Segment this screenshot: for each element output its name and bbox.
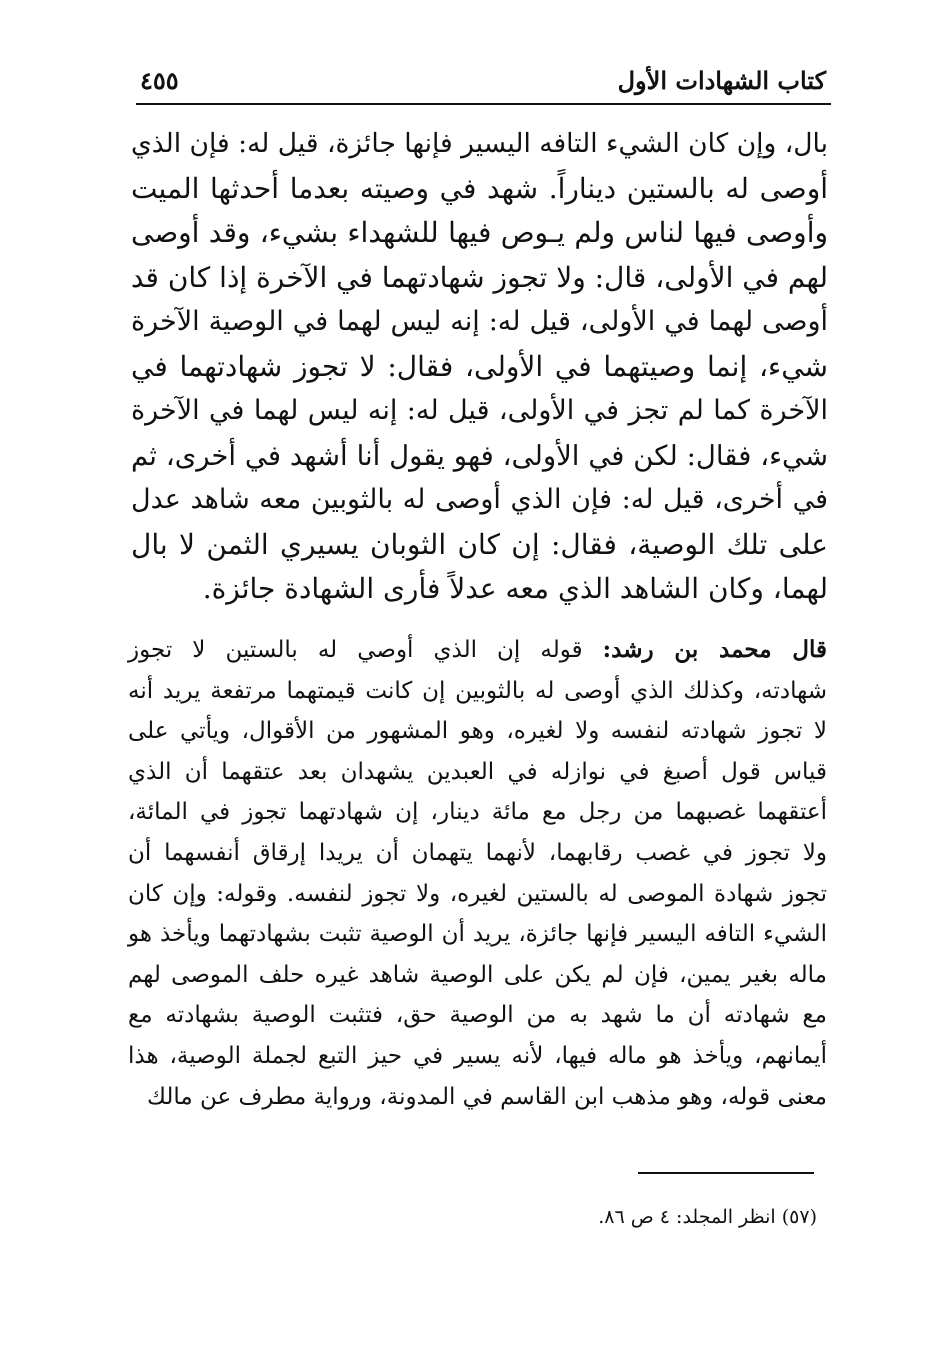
commentary-line: تجوز شهادة الموصى له بالستين لغيره، ولا تجوز لنفسه. وقوله: وإن كان — [128, 880, 827, 907]
footnote-rule — [638, 1172, 814, 1174]
commentary-line: قياس قول أصبغ في نوازله في العبدين يشهدان بعد عتقهما أن الذي — [128, 758, 827, 785]
commentary-first-line — [128, 630, 827, 671]
commentary-speaker: قال محمد بن رشد: — [602, 636, 828, 663]
main-line: شيء، فقال: لكن في الأولى، فهو يقول أنا أشهد في أخرى، ثم — [131, 439, 828, 472]
commentary-line: شهادته، وكذلك الذي أوصى له بالثوبين إن كانت قيمتهما مرتفعة يريد أنه — [128, 677, 827, 704]
header-rule — [136, 103, 831, 105]
running-title: كتاب الشهادات الأول — [617, 66, 826, 95]
commentary-line: ماله بغير يمين، فإن لم يكن على الوصية شاهد غيره حلف الموصى لهم — [128, 961, 827, 988]
main-line: شيء، إنما وصيتهما في الأولى، فقال: لا تجوز شهادتهما في — [131, 349, 828, 383]
commentary-line: ولا تجوز في غصب رقابهما، لأنهما يتهمان أن يريدا إرقاق أنفسهما أن — [128, 839, 827, 866]
main-line: على تلك الوصية، فقال: إن كان الثوبان يسيري الثمن لا بال — [131, 527, 828, 561]
main-line: لهم في الأولى، قال: ولا تجوز شهادتهما في الآخرة إذا كان قد — [130, 260, 828, 294]
main-line: لهما، وكان الشاهد الذي معه عدلاً فأرى الشهادة جائزة. — [202, 572, 828, 605]
main-line: أوصى لهما في الأولى، قيل له: إنه ليس لهما في الوصية الآخرة — [131, 306, 828, 337]
main-line: الآخرة كما لم تجز في الأولى، قيل له: إنه ليس لهما في الآخرة — [131, 395, 828, 426]
commentary-text — [128, 630, 827, 1117]
commentary-line: معنى قوله، وهو مذهب ابن القاسم في المدونة، ورواية مطرف عن مالك — [146, 1083, 827, 1110]
commentary-line: الشيء التافه اليسير فإنها جائزة، يريد أن الوصية تثبت بشهادتهما ويأخذ هو — [128, 921, 827, 948]
main-line: بال، وإن كان الشيء التافه اليسير فإنها جائزة، قيل له: فإن الذي — [131, 128, 828, 159]
commentary-line: لا تجوز شهادته لنفسه ولا لغيره، وهو المشهور من الأقوال، ويأتي على — [128, 718, 827, 745]
commentary-first-line-rest: قوله إن الذي أوصي له بالستين لا تجوز — [128, 637, 603, 663]
page-number: ٤٥٥ — [140, 66, 179, 95]
commentary-line: أيمانهم، ويأخذ هو ماله فيها، لأنه يسير في حيز التبع لجملة الوصية، هذا — [128, 1042, 827, 1069]
main-line: أوصى له بالستين ديناراً. شهد في وصيته بعدما أحدثها الميت — [131, 171, 828, 205]
footnote: (٥٧) انظر المجلد: ٤ ص ٨٦. — [598, 1206, 817, 1228]
commentary-line: مع شهادته أن ما شهد به من الوصية حق، فتثبت الوصية بشهادته مع — [128, 1002, 827, 1029]
main-line: وأوصى فيها لناس ولم يـوص فيها للشهداء بشيء، وقد أوصى — [131, 216, 828, 249]
main-text — [131, 122, 828, 612]
main-line: في أخرى، قيل له: فإن الذي أوصى له بالثوبين معه شاهد عدل — [131, 484, 828, 515]
commentary-line: أعتقهما غصبهما من رجل مع مائة دينار، إن شهادتهما تجوز في المائة، — [128, 799, 827, 826]
